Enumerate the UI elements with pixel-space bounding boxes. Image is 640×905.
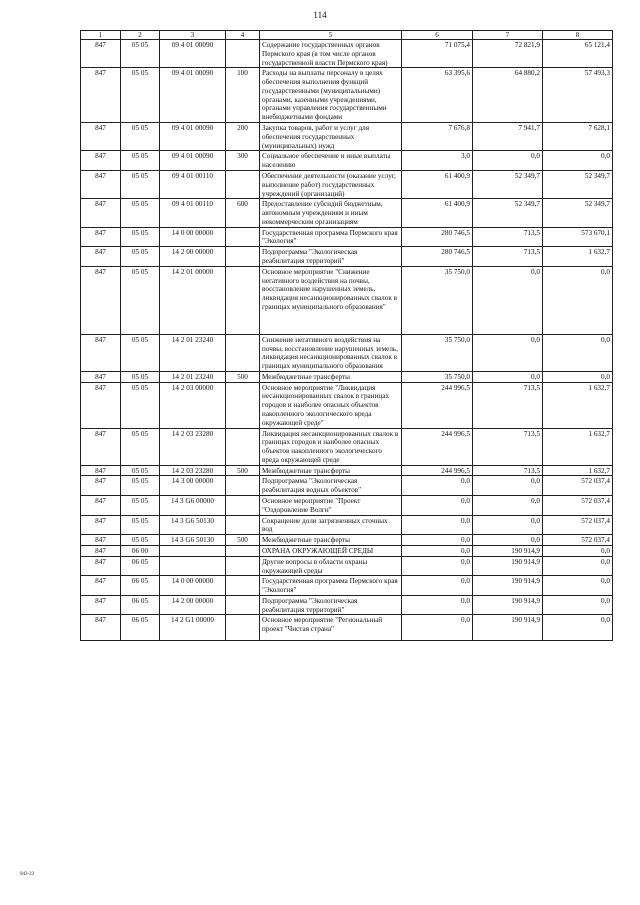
item-name-cell: Подпрограмма "Экологическая реабилитация территорий" <box>260 247 402 267</box>
amount-2023-cell: 244 996,5 <box>402 382 473 428</box>
expense-type-cell: 500 <box>226 535 260 546</box>
section-code-cell: 05 05 <box>121 266 160 334</box>
table-row <box>81 515 613 535</box>
item-name-cell: Основное мероприятие "Снижение негативного воздействия на почвы, восстановление нарушенных земель, ликвидация несанкционированных свалок в границах муниципального образования" <box>260 266 402 334</box>
section-code-cell: 05 05 <box>121 40 160 68</box>
item-name-cell: Социальное обеспечение и иные выплаты населению <box>260 151 402 171</box>
admin-code-cell: 847 <box>81 199 121 227</box>
admin-code-cell: 847 <box>81 496 121 516</box>
amount-2024-cell: 0,0 <box>473 476 543 496</box>
table-row <box>81 123 613 151</box>
table-row <box>81 556 613 576</box>
item-name-cell: Закупка товаров, работ и услуг для обеспечения государственных (муниципальных) нужд <box>260 123 402 151</box>
table-row <box>81 247 613 267</box>
target-code-cell: 14 3 00 00000 <box>160 476 226 496</box>
amount-2024-cell: 0,0 <box>473 266 543 334</box>
admin-code-cell: 847 <box>81 247 121 267</box>
amount-2024-cell: 713,5 <box>473 227 543 247</box>
expense-type-cell: 100 <box>226 68 260 123</box>
target-code-cell: 09 4 01 00090 <box>160 68 226 123</box>
column-header: 5 <box>260 31 402 40</box>
expense-type-cell <box>226 515 260 535</box>
expense-type-cell <box>226 496 260 516</box>
amount-2025-cell: 1 632,7 <box>543 247 613 267</box>
expense-type-cell: 600 <box>226 199 260 227</box>
amount-2025-cell: 0,0 <box>543 371 613 382</box>
amount-2023-cell: 7 676,8 <box>402 123 473 151</box>
admin-code-cell: 847 <box>81 227 121 247</box>
expense-type-cell <box>226 556 260 576</box>
amount-2024-cell: 52 349,7 <box>473 199 543 227</box>
section-code-cell: 05 05 <box>121 476 160 496</box>
target-code-cell: 14 2 00 00000 <box>160 595 226 615</box>
expense-type-cell <box>226 247 260 267</box>
admin-code-cell: 847 <box>81 382 121 428</box>
amount-2025-cell: 0,0 <box>543 545 613 556</box>
amount-2023-cell: 63 395,6 <box>402 68 473 123</box>
column-header: 3 <box>160 31 226 40</box>
table-row <box>81 371 613 382</box>
table-row <box>81 68 613 123</box>
table-row <box>81 151 613 171</box>
item-name-cell: Межбюджетные трансферты <box>260 465 402 476</box>
expense-type-cell <box>226 595 260 615</box>
expense-type-cell: 500 <box>226 371 260 382</box>
amount-2024-cell: 713,5 <box>473 382 543 428</box>
section-code-cell: 06 05 <box>121 595 160 615</box>
amount-2023-cell: 35 750,0 <box>402 334 473 371</box>
column-header: 4 <box>226 31 260 40</box>
table-row <box>81 465 613 476</box>
amount-2023-cell: 35 750,0 <box>402 371 473 382</box>
table-row <box>81 615 613 641</box>
amount-2025-cell: 572 037,4 <box>543 535 613 546</box>
amount-2023-cell: 244 996,5 <box>402 428 473 465</box>
amount-2024-cell: 0,0 <box>473 151 543 171</box>
item-name-cell: Содержание государственных органов Пермского края (в том числе органов государственной власти Пермского края) <box>260 40 402 68</box>
amount-2023-cell: 0,0 <box>402 476 473 496</box>
amount-2023-cell: 244 996,5 <box>402 465 473 476</box>
amount-2025-cell: 57 493,3 <box>543 68 613 123</box>
amount-2024-cell: 0,0 <box>473 515 543 535</box>
amount-2024-cell: 190 914,9 <box>473 576 543 596</box>
amount-2025-cell: 0,0 <box>543 556 613 576</box>
admin-code-cell: 847 <box>81 476 121 496</box>
amount-2023-cell: 61 400,9 <box>402 199 473 227</box>
target-code-cell <box>160 556 226 576</box>
table-row <box>81 170 613 198</box>
amount-2024-cell: 190 914,9 <box>473 556 543 576</box>
table-row <box>81 535 613 546</box>
table-row <box>81 40 613 68</box>
admin-code-cell: 847 <box>81 535 121 546</box>
admin-code-cell: 847 <box>81 123 121 151</box>
item-name-cell: Основное мероприятие "Проект "Оздоровление Волги" <box>260 496 402 516</box>
section-code-cell: 05 05 <box>121 371 160 382</box>
amount-2025-cell: 0,0 <box>543 266 613 334</box>
item-name-cell: Ликвидация несанкционированных свалок в границах городов и наиболее опасных объектов накопленного экологического вреда окружающей среде <box>260 428 402 465</box>
item-name-cell: Другие вопросы в области охраны окружающей среды <box>260 556 402 576</box>
budget-table <box>80 30 613 641</box>
admin-code-cell: 847 <box>81 615 121 641</box>
amount-2023-cell: 0,0 <box>402 496 473 516</box>
table-row <box>81 199 613 227</box>
expense-type-cell: 500 <box>226 465 260 476</box>
item-name-cell: Предоставление субсидий бюджетным, автономным учреждениям и иным некоммерческим организациям <box>260 199 402 227</box>
target-code-cell: 09 4 01 00090 <box>160 151 226 171</box>
column-header: 6 <box>402 31 473 40</box>
target-code-cell: 09 4 01 00090 <box>160 123 226 151</box>
amount-2024-cell: 713,5 <box>473 247 543 267</box>
amount-2024-cell: 64 880,2 <box>473 68 543 123</box>
table-row <box>81 266 613 334</box>
expense-type-cell <box>226 334 260 371</box>
amount-2025-cell: 0,0 <box>543 615 613 641</box>
amount-2023-cell: 280 746,5 <box>402 227 473 247</box>
target-code-cell: 14 2 01 00000 <box>160 266 226 334</box>
section-code-cell: 05 05 <box>121 334 160 371</box>
amount-2023-cell: 280 746,5 <box>402 247 473 267</box>
target-code-cell: 14 3 G6 50130 <box>160 535 226 546</box>
table-row <box>81 545 613 556</box>
amount-2024-cell: 0,0 <box>473 496 543 516</box>
admin-code-cell: 847 <box>81 266 121 334</box>
target-code-cell: 14 0 00 00000 <box>160 576 226 596</box>
table-row <box>81 428 613 465</box>
expense-type-cell <box>226 382 260 428</box>
column-header: 2 <box>121 31 160 40</box>
table-row <box>81 334 613 371</box>
footer-code: 943-23 <box>20 872 35 877</box>
amount-2023-cell: 0,0 <box>402 515 473 535</box>
admin-code-cell: 847 <box>81 576 121 596</box>
expense-type-cell <box>226 227 260 247</box>
section-code-cell: 05 05 <box>121 170 160 198</box>
section-code-cell: 06 00 <box>121 545 160 556</box>
amount-2023-cell: 0,0 <box>402 615 473 641</box>
table-row <box>81 576 613 596</box>
target-code-cell: 14 3 G6 50130 <box>160 515 226 535</box>
admin-code-cell: 847 <box>81 68 121 123</box>
item-name-cell: Государственная программа Пермского края "Экология" <box>260 576 402 596</box>
section-code-cell: 05 05 <box>121 496 160 516</box>
column-header: 8 <box>543 31 613 40</box>
amount-2023-cell: 3,0 <box>402 151 473 171</box>
target-code-cell: 09 4 01 00110 <box>160 170 226 198</box>
target-code-cell: 14 2 G1 00000 <box>160 615 226 641</box>
table-row <box>81 496 613 516</box>
amount-2024-cell: 190 914,9 <box>473 545 543 556</box>
item-name-cell: Обеспечение деятельности (оказание услуг, выполнение работ) государственных учреждений (организаций) <box>260 170 402 198</box>
amount-2025-cell: 572 037,4 <box>543 515 613 535</box>
target-code-cell: 09 4 01 00090 <box>160 40 226 68</box>
amount-2025-cell: 572 037,4 <box>543 496 613 516</box>
expense-type-cell <box>226 545 260 556</box>
admin-code-cell: 847 <box>81 595 121 615</box>
header-row <box>81 31 613 40</box>
section-code-cell: 05 05 <box>121 123 160 151</box>
amount-2025-cell: 1 632,7 <box>543 382 613 428</box>
admin-code-cell: 847 <box>81 515 121 535</box>
amount-2025-cell: 0,0 <box>543 334 613 371</box>
section-code-cell: 05 05 <box>121 247 160 267</box>
amount-2025-cell: 65 121,4 <box>543 40 613 68</box>
admin-code-cell: 847 <box>81 371 121 382</box>
amount-2024-cell: 190 914,9 <box>473 595 543 615</box>
amount-2025-cell: 572 037,4 <box>543 476 613 496</box>
item-name-cell: Подпрограмма "Экологическая реабилитация водных объектов" <box>260 476 402 496</box>
amount-2023-cell: 0,0 <box>402 535 473 546</box>
amount-2024-cell: 190 914,9 <box>473 615 543 641</box>
section-code-cell: 05 05 <box>121 151 160 171</box>
section-code-cell: 06 05 <box>121 615 160 641</box>
section-code-cell: 06 05 <box>121 556 160 576</box>
amount-2023-cell: 0,0 <box>402 556 473 576</box>
amount-2025-cell: 0,0 <box>543 151 613 171</box>
section-code-cell: 05 05 <box>121 68 160 123</box>
target-code-cell: 14 0 00 00000 <box>160 227 226 247</box>
expense-type-cell: 200 <box>226 123 260 151</box>
amount-2023-cell: 61 400,9 <box>402 170 473 198</box>
amount-2024-cell: 713,5 <box>473 428 543 465</box>
amount-2024-cell: 72 821,9 <box>473 40 543 68</box>
table-row <box>81 476 613 496</box>
amount-2024-cell: 0,0 <box>473 535 543 546</box>
page-number: 114 <box>313 10 327 20</box>
amount-2023-cell: 0,0 <box>402 576 473 596</box>
admin-code-cell: 847 <box>81 40 121 68</box>
expense-type-cell <box>226 476 260 496</box>
target-code-cell: 14 2 01 23240 <box>160 371 226 382</box>
expense-type-cell <box>226 40 260 68</box>
admin-code-cell: 847 <box>81 556 121 576</box>
expense-type-cell <box>226 266 260 334</box>
item-name-cell: Межбюджетные трансферты <box>260 371 402 382</box>
amount-2024-cell: 52 349,7 <box>473 170 543 198</box>
item-name-cell: Сокращение доли загрязненных сточных вод <box>260 515 402 535</box>
item-name-cell: Основное мероприятие "Ликвидация несанкционированных свалок в границах городов и наиболее опасных объектов накопленного экологического вреда окружающей среде" <box>260 382 402 428</box>
amount-2023-cell: 0,0 <box>402 545 473 556</box>
amount-2025-cell: 573 670,1 <box>543 227 613 247</box>
target-code-cell: 14 2 01 23240 <box>160 334 226 371</box>
amount-2025-cell: 52 349,7 <box>543 199 613 227</box>
item-name-cell: Основное мероприятие "Региональный проект "Чистая страна" <box>260 615 402 641</box>
amount-2024-cell: 0,0 <box>473 334 543 371</box>
expense-type-cell <box>226 170 260 198</box>
section-code-cell: 05 05 <box>121 428 160 465</box>
amount-2023-cell: 35 750,0 <box>402 266 473 334</box>
amount-2025-cell: 1 632,7 <box>543 465 613 476</box>
item-name-cell: Расходы на выплаты персоналу в целях обеспечения выполнения функций государственными (муниципальными) органами, казенными учреждениями, органами управления государственными внебюджетными фондами <box>260 68 402 123</box>
amount-2024-cell: 713,5 <box>473 465 543 476</box>
expense-type-cell <box>226 576 260 596</box>
item-name-cell: ОХРАНА ОКРУЖАЮЩЕЙ СРЕДЫ <box>260 545 402 556</box>
amount-2023-cell: 71 075,4 <box>402 40 473 68</box>
admin-code-cell: 847 <box>81 170 121 198</box>
target-code-cell: 14 2 03 23280 <box>160 428 226 465</box>
target-code-cell <box>160 545 226 556</box>
expense-type-cell: 300 <box>226 151 260 171</box>
amount-2025-cell: 0,0 <box>543 576 613 596</box>
target-code-cell: 14 2 03 00000 <box>160 382 226 428</box>
section-code-cell: 05 05 <box>121 382 160 428</box>
amount-2025-cell: 1 632,7 <box>543 428 613 465</box>
section-code-cell: 05 05 <box>121 465 160 476</box>
item-name-cell: Государственная программа Пермского края "Экология" <box>260 227 402 247</box>
section-code-cell: 05 05 <box>121 199 160 227</box>
item-name-cell: Снижение негативного воздействия на почвы, восстановление нарушенных земель, ликвидация несанкционированных свалок в границах муниципального образования <box>260 334 402 371</box>
expense-type-cell <box>226 615 260 641</box>
section-code-cell: 05 05 <box>121 535 160 546</box>
admin-code-cell: 847 <box>81 428 121 465</box>
amount-2024-cell: 0,0 <box>473 371 543 382</box>
column-header: 1 <box>81 31 121 40</box>
admin-code-cell: 847 <box>81 545 121 556</box>
target-code-cell: 14 2 03 23280 <box>160 465 226 476</box>
section-code-cell: 05 05 <box>121 515 160 535</box>
target-code-cell: 14 2 00 00000 <box>160 247 226 267</box>
expense-type-cell <box>226 428 260 465</box>
item-name-cell: Подпрограмма "Экологическая реабилитация территорий" <box>260 595 402 615</box>
table-row <box>81 382 613 428</box>
admin-code-cell: 847 <box>81 334 121 371</box>
amount-2025-cell: 0,0 <box>543 595 613 615</box>
amount-2025-cell: 7 628,1 <box>543 123 613 151</box>
table-row <box>81 227 613 247</box>
amount-2023-cell: 0,0 <box>402 595 473 615</box>
section-code-cell: 05 05 <box>121 227 160 247</box>
section-code-cell: 06 05 <box>121 576 160 596</box>
target-code-cell: 09 4 01 00110 <box>160 199 226 227</box>
column-header: 7 <box>473 31 543 40</box>
admin-code-cell: 847 <box>81 465 121 476</box>
amount-2024-cell: 7 941,7 <box>473 123 543 151</box>
item-name-cell: Межбюджетные трансферты <box>260 535 402 546</box>
admin-code-cell: 847 <box>81 151 121 171</box>
table-row <box>81 595 613 615</box>
amount-2025-cell: 52 349,7 <box>543 170 613 198</box>
target-code-cell: 14 3 G6 00000 <box>160 496 226 516</box>
